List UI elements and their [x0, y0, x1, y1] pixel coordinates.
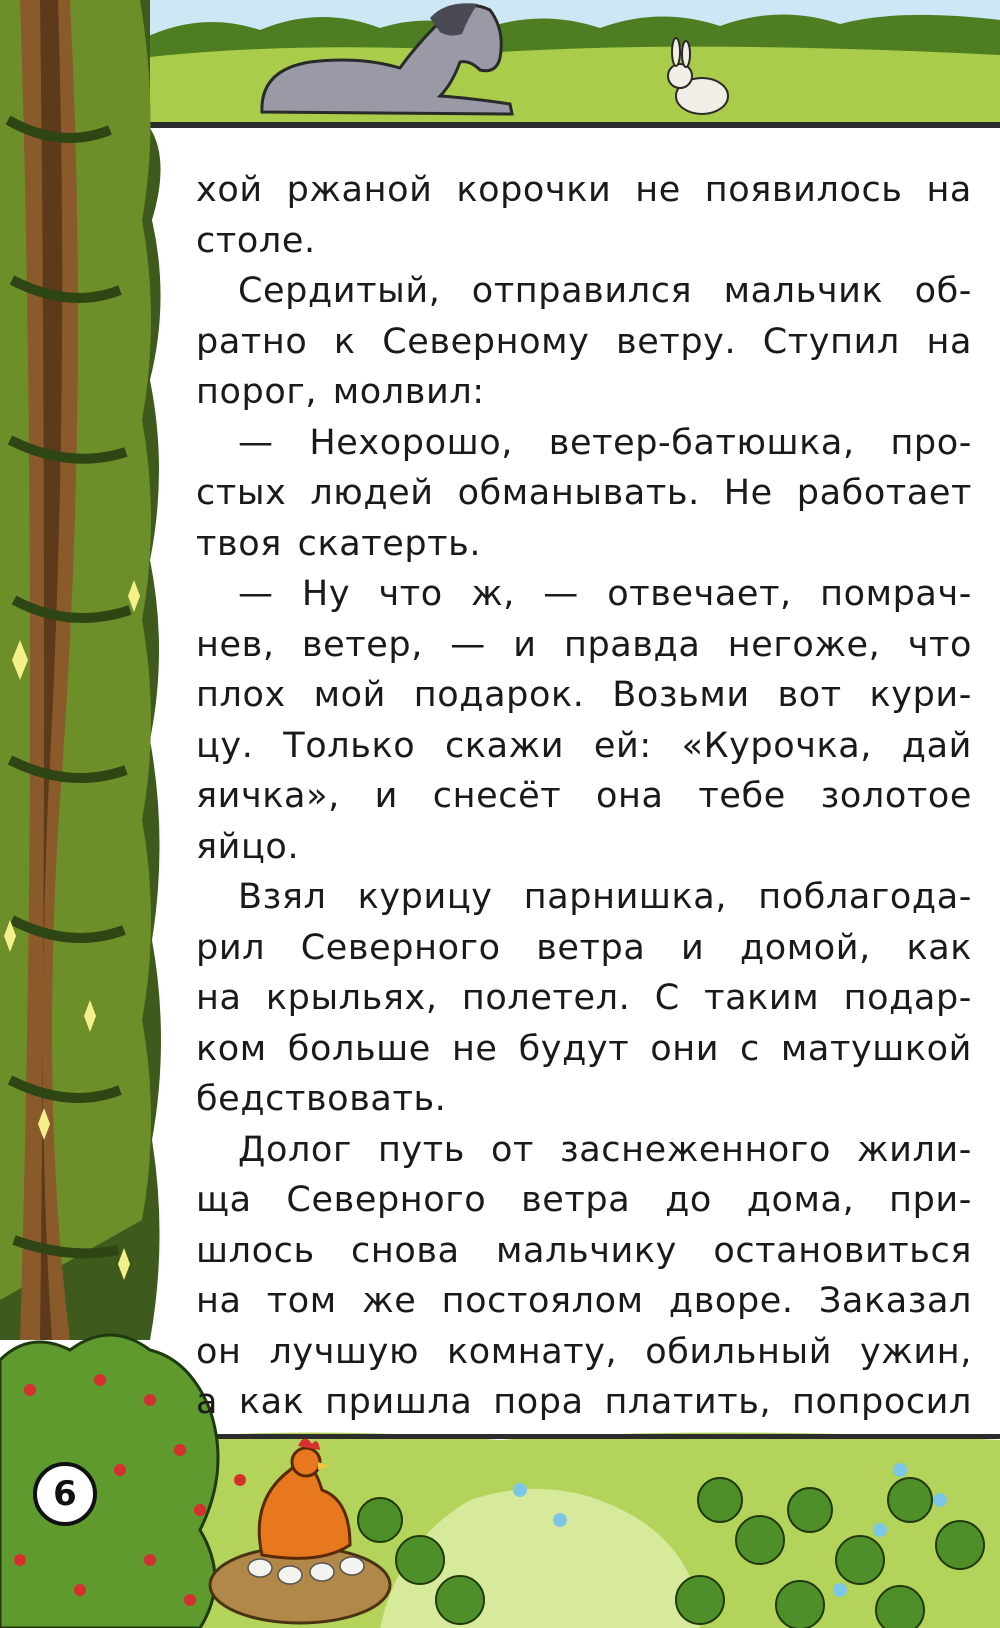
text-line: стых людей обманывать. Не работает: [196, 473, 972, 513]
text-line: хой ржаной корочки не появилось на: [196, 170, 972, 210]
text-line: плох мой подарок. Возьми вот кури-: [196, 675, 972, 715]
text-line: а как пришла пора платить, попросил: [196, 1382, 972, 1422]
text-line: ратно к Северному ветру. Ступил на: [196, 321, 972, 362]
text-line: шлось снова мальчику остановиться: [196, 1230, 972, 1271]
text-line: Сердитый, отправился мальчик об-: [238, 271, 972, 311]
text-line: Взял курицу парнишка, поблагода-: [238, 877, 972, 917]
text-line: — Нехорошо, ветер-батюшка, про-: [238, 422, 972, 463]
text-line: рил Северного ветра и домой, как: [196, 927, 972, 968]
text-line: порог, молвил:: [196, 372, 485, 412]
text-line: он лучшую комнату, обильный ужин,: [196, 1331, 972, 1372]
text-line: на крыльях, полетел. С таким подар-: [196, 978, 972, 1018]
text-line: яичка», и снесёт она тебе золотое: [196, 776, 972, 816]
text-line: Долог путь от заснеженного жили-: [238, 1129, 972, 1170]
text-line: на том же постоялом дворе. Заказал: [196, 1281, 972, 1321]
text-line: бедствовать.: [196, 1079, 447, 1119]
text-line: ком больше не будут они с матушкой: [196, 1028, 972, 1069]
text-line: ща Северного ветра до дома, при-: [196, 1180, 972, 1220]
text-line: нев, ветер, — и правда негоже, что: [196, 624, 972, 665]
story-text: [196, 165, 972, 1428]
text-line: твоя скатерть.: [196, 523, 482, 564]
text-line: столе.: [196, 220, 316, 261]
text-line: яйцо.: [196, 826, 300, 867]
tree-icon: [0, 0, 161, 1340]
page-number-badge: 6: [33, 1462, 97, 1526]
text-line: цу. Только скажи ей: «Курочка, дай: [196, 725, 972, 766]
text-line: — Ну что ж, — отвечает, помрач-: [238, 574, 972, 614]
